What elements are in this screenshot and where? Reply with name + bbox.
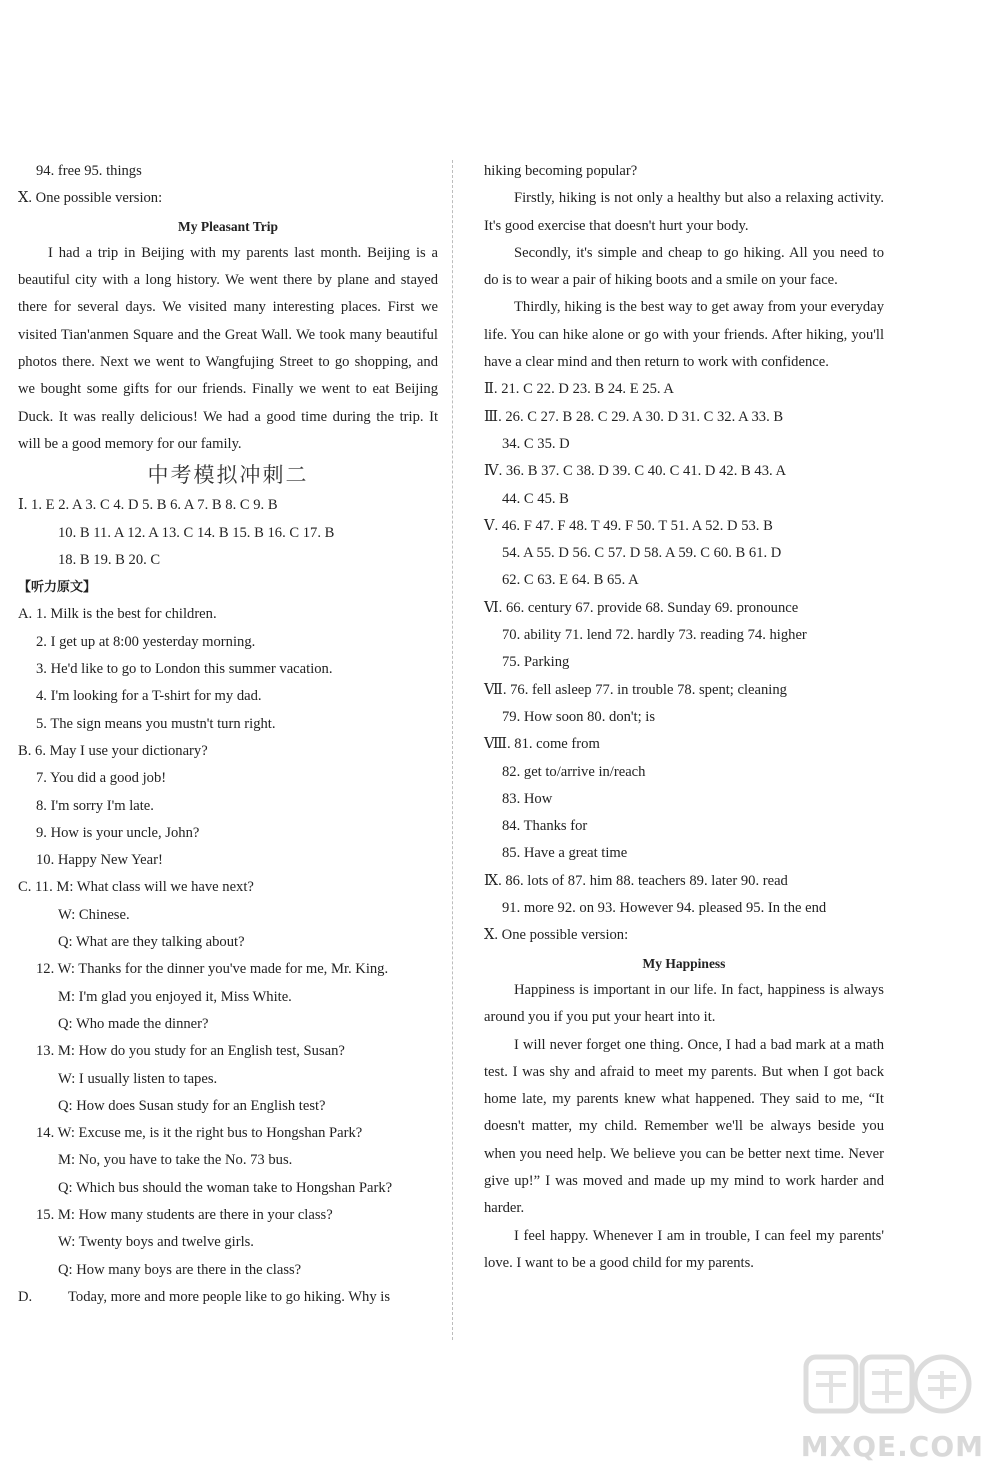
listening-line: Q: What are they talking about? — [58, 934, 245, 951]
listening-line: W: Twenty boys and twelve girls. — [58, 1234, 254, 1251]
listening-heading: 【听力原文】 — [18, 580, 97, 596]
listening-line: 10. Happy New Year! — [36, 852, 163, 869]
listening-line: 9. How is your uncle, John? — [36, 824, 200, 841]
listening-line: W: Chinese. — [58, 906, 130, 923]
answer-line: 10. B 11. A 12. A 13. C 14. B 15. B 16. C 17. B — [58, 524, 335, 541]
listening-line: 13. M: How do you study for an English test, Susan? — [36, 1043, 345, 1060]
answer-line: 62. C 63. E 64. B 65. A — [502, 572, 639, 589]
answer-line: 91. more 92. on 93. However 94. pleased 95. In the end — [502, 900, 827, 917]
section-heading: 中考模拟冲刺二 — [147, 463, 309, 488]
listening-line: 7. You did a good job! — [36, 770, 167, 787]
answer-line: 79. How soon 80. don't; is — [502, 708, 656, 725]
answer-line: Ⅱ. 21. C 22. D 23. B 24. E 25. A — [484, 381, 674, 398]
listening-line: Q: Which bus should the woman take to Hongshan Park? — [58, 1179, 393, 1196]
answer-line: Ⅸ. 86. lots of 87. him 88. teachers 89. later 90. read — [484, 872, 788, 889]
answer-line: 83. How — [502, 790, 553, 807]
listening-line: M: No, you have to take the No. 73 bus. — [58, 1152, 293, 1169]
essay-title: My Happiness — [642, 955, 726, 971]
listening-line: Q: How does Susan study for an English test? — [58, 1097, 326, 1114]
answer-line: Ⅲ. 26. C 27. B 28. C 29. A 30. D 31. C 32. A 33. B — [484, 408, 784, 425]
column-divider — [452, 160, 453, 1340]
right-column — [484, 158, 884, 1277]
answer-line: Ⅷ. 81. come from — [484, 736, 600, 753]
passage-paragraph: Secondly, it's simple and cheap to go hiking. All you need to do is to wear a pair of hiking boots and a smile on your face. — [484, 244, 884, 289]
answer-line: Ⅳ. 36. B 37. C 38. D 39. C 40. C 41. D 42. B 43. A — [484, 463, 787, 480]
passage-paragraph: Firstly, hiking is not only a healthy but also a relaxing activity. It's good exercise that doesn't hurt your body. — [484, 190, 884, 234]
listening-line: M: I'm glad you enjoyed it, Miss White. — [58, 988, 292, 1005]
answer-line: 75. Parking — [502, 654, 570, 671]
answer-line: 82. get to/arrive in/reach — [502, 763, 646, 780]
listening-line: B. 6. May I use your dictionary? — [18, 742, 208, 759]
answer-line: Ⅰ. 1. E 2. A 3. C 4. D 5. B 6. A 7. B 8. C 9. B — [18, 497, 278, 514]
watermark — [790, 1341, 990, 1471]
essay-paragraph: I had a trip in Beijing with my parents last month. Beijing is a beautiful city with a long history. We went there by plane and stayed there for several days. We visited many interesting places. First we visited Tian'anmen Square and the Great Wall. We took many beautiful photos there. Next we went to Wangfujing Street to go shopping, and we bought some gifts for our friends. Finally we went to eat Beijing Duck. It was really delicious! We had a good time during the trip. It will be a good memory for our family. — [18, 244, 438, 452]
listening-line: C. 11. M: What class will we have next? — [18, 879, 254, 896]
watermark-url: MXQE.COM — [800, 1430, 984, 1463]
listening-line: 12. W: Thanks for the dinner you've made for me, Mr. King. — [36, 961, 389, 978]
answer-line: Ⅶ. 76. fell asleep 77. in trouble 78. spent; cleaning — [484, 681, 787, 698]
listening-line: A. 1. Milk is the best for children. — [18, 606, 217, 623]
listening-line: Q: Who made the dinner? — [58, 1015, 209, 1032]
essay-paragraph: Happiness is important in our life. In fact, happiness is always around you if you put your heart into it. — [484, 981, 884, 1026]
passage-line: hiking becoming popular? — [484, 163, 638, 179]
listening-line: 5. The sign means you mustn't turn right. — [36, 715, 276, 732]
listening-line: 8. I'm sorry I'm late. — [36, 797, 154, 814]
watermark-logo-icon — [802, 1349, 972, 1419]
section-label: Ⅹ. One possible version: — [18, 190, 163, 207]
listening-line: W: I usually listen to tapes. — [58, 1070, 218, 1087]
answer-line: 85. Have a great time — [502, 845, 628, 862]
listening-line: 15. M: How many students are there in your class? — [36, 1206, 333, 1223]
section-label: Ⅹ. One possible version: — [484, 927, 629, 944]
answer-line: 54. A 55. D 56. C 57. D 58. A 59. C 60. B 61. D — [502, 545, 782, 562]
essay-title: My Pleasant Trip — [178, 218, 278, 234]
listening-line: 4. I'm looking for a T-shirt for my dad. — [36, 688, 262, 705]
answer-line: 84. Thanks for — [502, 818, 588, 835]
listening-line: Q: How many boys are there in the class? — [58, 1261, 302, 1278]
listening-line — [18, 1284, 438, 1311]
part-label: D. — [18, 1288, 33, 1305]
passage-paragraph: Thirdly, hiking is the best way to get away from your everyday life. You can hike alone or go with your friends. After hiking, you'll have a clear mind and then return to work with confidence. — [484, 299, 884, 371]
left-column — [18, 158, 438, 1311]
listening-line: 2. I get up at 8:00 yesterday morning. — [36, 633, 256, 650]
answer-line: Ⅴ. 46. F 47. F 48. T 49. F 50. T 51. A 52. D 53. B — [484, 517, 773, 534]
listening-line: 3. He'd like to go to London this summer vacation. — [36, 661, 333, 678]
answer-line: 44. C 45. B — [502, 490, 569, 507]
essay-paragraph: I will never forget one thing. Once, I had a bad mark at a math test. I was shy and afraid to meet my parents. But when I got back home late, my parents knew what happened. They said to me, “It doesn't matter, my child. Remember we'll be always beside you when you need help. We believe you can be better next time. Never give up!” I was moved and made up my mind to work harder and harder. — [484, 1036, 884, 1217]
answer-line: 94. free 95. things — [36, 163, 142, 179]
listening-line: 14. W: Excuse me, is it the right bus to Hongshan Park? — [36, 1125, 363, 1142]
answer-line: Ⅵ. 66. century 67. provide 68. Sunday 69. pronounce — [484, 599, 799, 616]
essay-paragraph: I feel happy. Whenever I am in trouble, I can feel my parents' love. I want to be a good child for my parents. — [484, 1227, 884, 1271]
answer-line: 18. B 19. B 20. C — [58, 551, 161, 568]
answer-line: 34. C 35. D — [502, 435, 570, 452]
answer-line: 70. ability 71. lend 72. hardly 73. reading 74. higher — [502, 627, 807, 644]
passage-start: Today, more and more people like to go hiking. Why is — [68, 1288, 391, 1305]
